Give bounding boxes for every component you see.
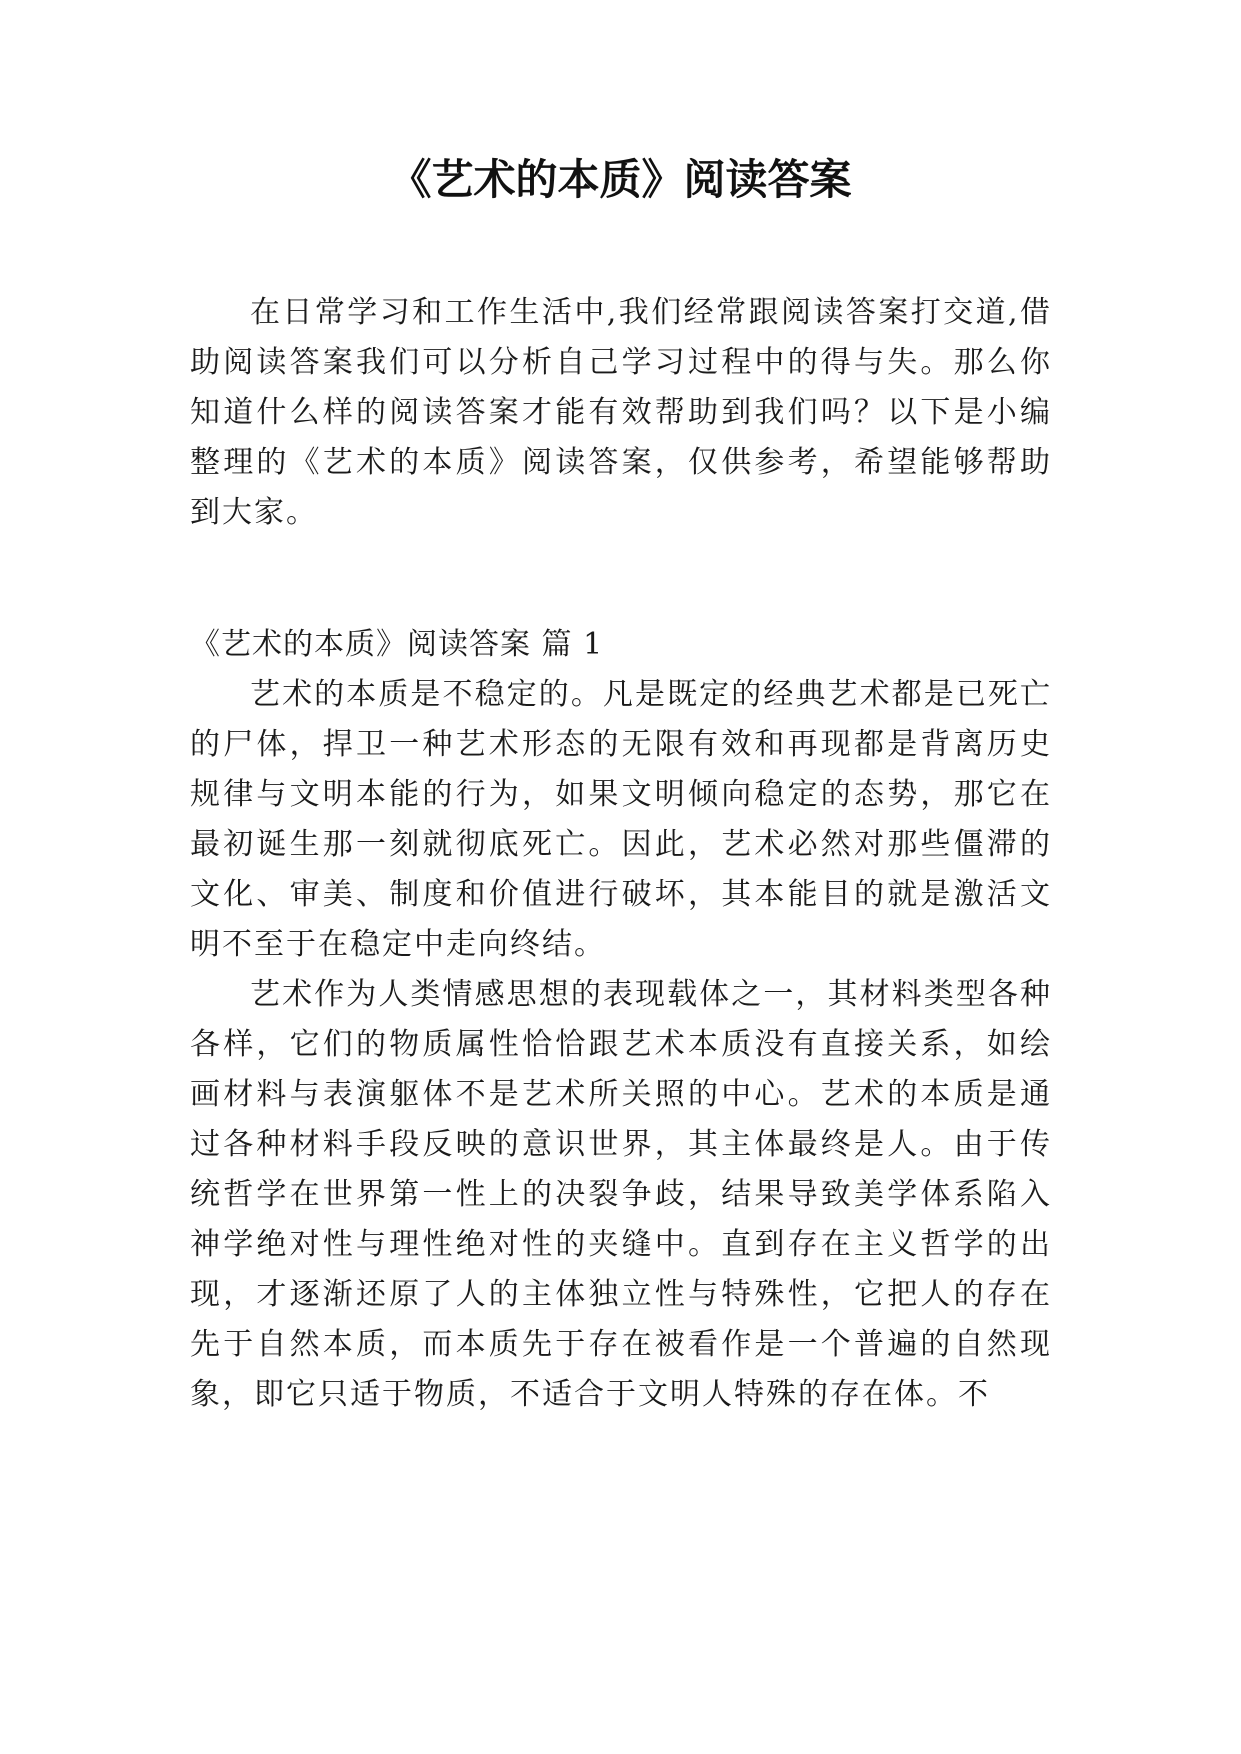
body-paragraph-1: 艺术的本质是不稳定的。凡是既定的经典艺术都是已死亡的尸体，捍卫一种艺术形态的无限有效和再现都是背离历史规律与文明本能的行为，如果文明倾向稳定的态势，那它在最初诞生那一刻就彻底死亡。因此，艺术必然对那些僵滞的文化、审美、制度和价值进行破坏，其本能目的就是激活文明不至于在稳定中走向终结。 [190,677,1052,962]
body-paragraph-2: 艺术作为人类情感思想的表现载体之一，其材料类型各种各样，它们的物质属性恰恰跟艺术本质没有直接关系，如绘画材料与表演躯体不是艺术所关照的中心。艺术的本质是通过各种材料手段反映的意识世界，其主体最终是人。由于传统哲学在世界第一性上的决裂争歧，结果导致美学体系陷入神学绝对性与理性绝对性的夹缝中。直到存在主义哲学的出现，才逐渐还原了人的主体独立性与特殊性，它把人的存在先于自然本质，而本质先于存在被看作是一个普遍的自然现象，即它只适于物质，不适合于文明人特殊的存在体。不 [190,977,1052,1412]
section-heading: 《艺术的本质》阅读答案 篇 1 [190,627,604,662]
intro-paragraph: 在日常学习和工作生活中,我们经常跟阅读答案打交道,借助阅读答案我们可以分析自己学习过程中的得与失。那么你知道什么样的阅读答案才能有效帮助到我们吗？以下是小编整理的《艺术的本质》阅读答案，仅供参考，希望能够帮助到大家。 [190,295,1052,530]
document-body [190,288,1052,1420]
section-spacer [190,538,1052,620]
document-title: 《艺术的本质》阅读答案 [389,155,852,204]
